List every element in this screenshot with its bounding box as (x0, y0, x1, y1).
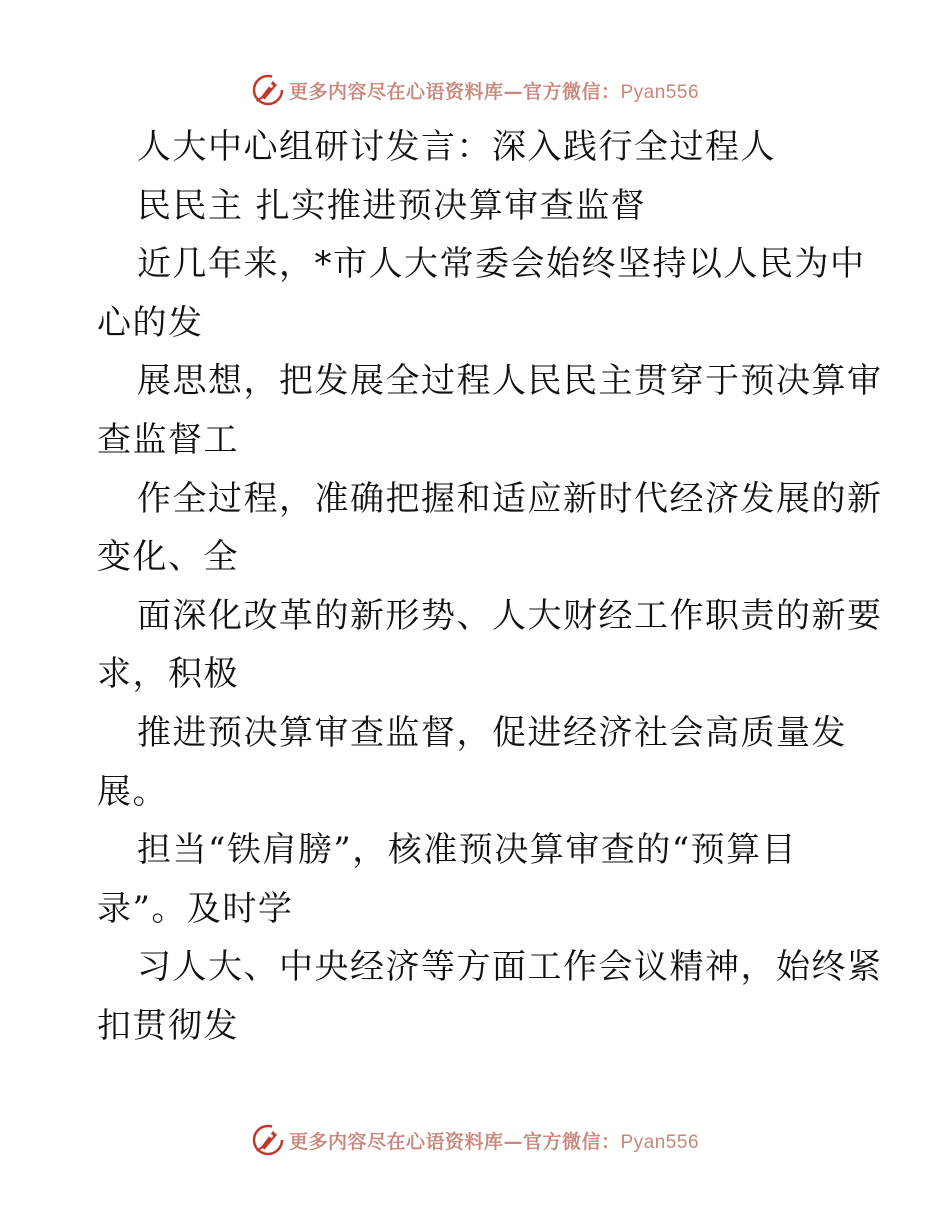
title-line-2: 民民主 扎实推进预决算审查监督 (137, 185, 647, 226)
watermark-id: Pyan556 (620, 1131, 700, 1153)
paragraph-line: 展。 (97, 771, 168, 812)
paragraph-line: 近几年来，*市人大常委会始终坚持以人民为中 (137, 244, 866, 285)
paragraph-line: 求，积极 (97, 654, 239, 695)
pen-nib-logo-icon (251, 73, 285, 107)
paragraph-line: 扣贯彻发 (97, 1005, 239, 1046)
watermark-id: Pyan556 (620, 81, 700, 103)
watermark-text: 更多内容尽在心语资料库—官方微信：Pyan556 (288, 1130, 700, 1153)
footer-watermark (0, 1120, 950, 1160)
header-watermark (0, 70, 950, 110)
paragraph-line: 变化、全 (97, 537, 239, 578)
watermark-text: 更多内容尽在心语资料库—官方微信：Pyan556 (288, 80, 700, 103)
title-line-1: 人大中心组研讨发言：深入践行全过程人 (137, 127, 776, 167)
paragraph-line: 查监督工 (97, 419, 239, 460)
paragraph-line: 录”。及时学 (97, 888, 294, 929)
paragraph-line: 担当“铁肩膀”，核准预决算审查的“预算目 (137, 830, 798, 871)
paragraph-line: 面深化改革的新形势、人大财经工作职责的新要 (137, 595, 883, 636)
paragraph-line: 作全过程，准确把握和适应新时代经济发展的新 (137, 478, 883, 519)
paragraph-line: 心的发 (97, 302, 204, 343)
paragraph-line: 展思想，把发展全过程人民民主贯穿于预决算审 (137, 361, 883, 402)
document-body (97, 118, 883, 1056)
paragraph-line: 习人大、中央经济等方面工作会议精神，始终紧 (137, 947, 883, 988)
pen-nib-logo-icon (251, 1123, 285, 1157)
paragraph-line: 推进预决算审查监督，促进经济社会高质量发 (137, 712, 847, 753)
